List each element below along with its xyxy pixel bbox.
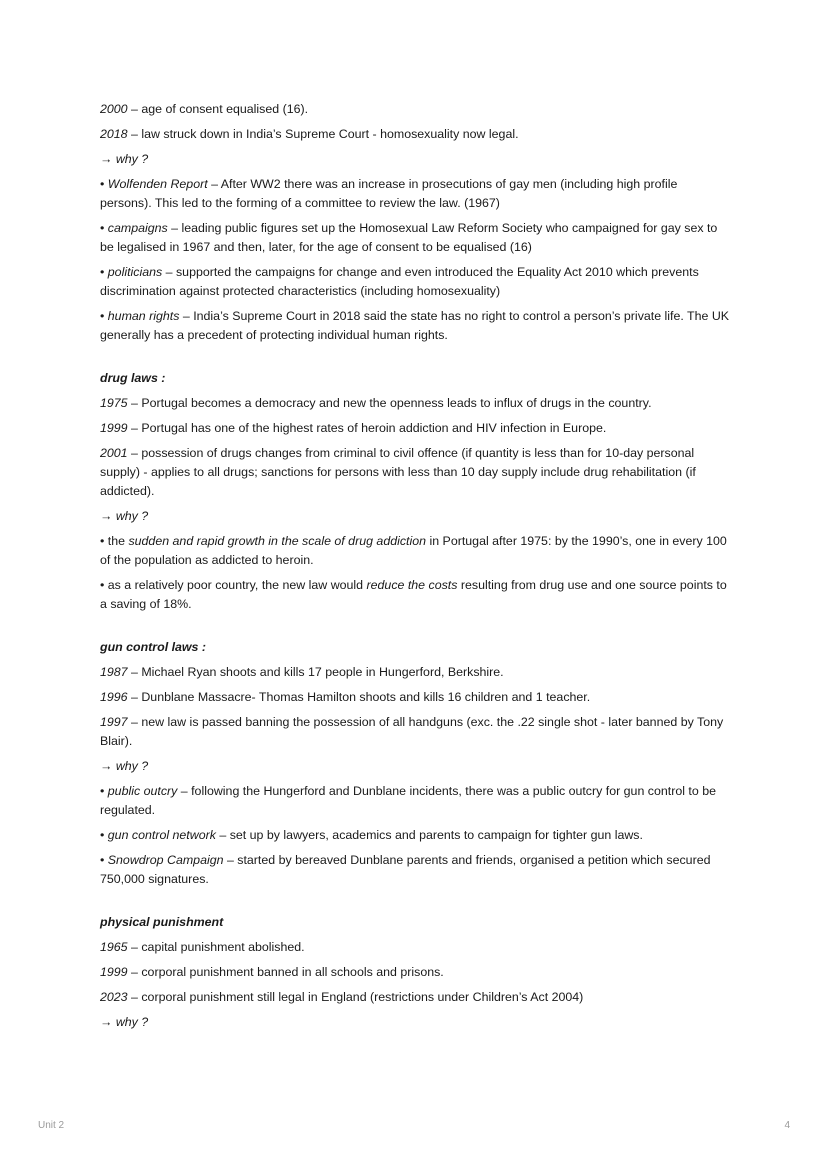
body-text: • — [100, 177, 108, 191]
body-text: – Portugal becomes a democracy and new the openness leads to influx of drugs in the country. — [127, 396, 652, 410]
paragraph — [100, 307, 732, 345]
paragraph — [100, 782, 732, 820]
paragraph — [100, 963, 732, 982]
section-heading: physical punishment — [100, 915, 224, 929]
paragraph — [100, 444, 732, 501]
paragraph — [100, 150, 732, 169]
emphasis-text: 1997 — [100, 715, 128, 729]
paragraph — [100, 263, 732, 301]
body-text: – supported the campaigns for change and even introduced the Equality Act 2010 which prevents discrimination against protected characteristics (including homosexuality) — [100, 265, 699, 298]
document-body — [100, 100, 732, 1056]
emphasis-text: gun control network — [107, 828, 216, 842]
body-text: – corporal punishment banned in all schools and prisons. — [127, 965, 444, 979]
body-text: – new law is passed banning the possession of all handguns (exc. the .22 single shot - later banned by Tony Blair). — [100, 715, 724, 748]
body-text: • as a relatively poor country, the new law would — [100, 578, 367, 592]
paragraph — [100, 394, 732, 413]
section — [100, 100, 732, 345]
emphasis-text: 1965 — [100, 940, 128, 954]
body-text: • — [100, 221, 108, 235]
section — [100, 913, 732, 1032]
paragraph — [100, 219, 732, 257]
emphasis-text: 2018 — [100, 127, 128, 141]
paragraph — [100, 663, 732, 682]
paragraph — [100, 713, 732, 751]
body-text: • — [100, 265, 108, 279]
body-text: – law struck down in India’s Supreme Court - homosexuality now legal. — [127, 127, 519, 141]
paragraph — [100, 688, 732, 707]
emphasis-text: 1987 — [100, 665, 128, 679]
emphasis-text: 1999 — [100, 421, 128, 435]
paragraph — [100, 826, 732, 845]
paragraph — [100, 988, 732, 1007]
paragraph — [100, 851, 732, 889]
body-text: – After WW2 there was an increase in prosecutions of gay men (including high profile persons). This led to the forming of a committee to review the law. (1967) — [100, 177, 678, 210]
emphasis-text: → why ? — [100, 759, 149, 773]
emphasis-text: 1996 — [100, 690, 128, 704]
body-text: – Michael Ryan shoots and kills 17 people in Hungerford, Berkshire. — [127, 665, 504, 679]
body-text: • — [100, 853, 108, 867]
emphasis-text: campaigns — [107, 221, 168, 235]
paragraph — [100, 938, 732, 957]
emphasis-text: 2001 — [100, 446, 128, 460]
body-text: – Dunblane Massacre- Thomas Hamilton shoots and kills 16 children and 1 teacher. — [127, 690, 591, 704]
body-text: – corporal punishment still legal in England (restrictions under Children’s Act 2004) — [127, 990, 584, 1004]
emphasis-text: reduce the costs — [366, 578, 458, 592]
body-text: – possession of drugs changes from criminal to civil offence (if quantity is less than for 10-day personal supply) - applies to all drugs; sanctions for persons with less than 10 day supply include drug rehabilitation (if addicted). — [100, 446, 696, 498]
paragraph — [100, 532, 732, 570]
emphasis-text: sudden and rapid growth in the scale of drug addiction — [128, 534, 427, 548]
emphasis-text: 2023 — [100, 990, 128, 1004]
paragraph — [100, 175, 732, 213]
emphasis-text: → why ? — [100, 152, 149, 166]
paragraph — [100, 125, 732, 144]
paragraph — [100, 419, 732, 438]
paragraph — [100, 1013, 732, 1032]
emphasis-text: 2000 — [100, 102, 128, 116]
body-text: • — [100, 784, 108, 798]
body-text: in Portugal after 1975: by the 1990’s, one in every 100 of the population as addicted to heroin. — [100, 534, 727, 567]
section — [100, 369, 732, 614]
section — [100, 638, 732, 889]
emphasis-text: human rights — [107, 309, 180, 323]
emphasis-text: Wolfenden Report — [107, 177, 208, 191]
emphasis-text: 1975 — [100, 396, 128, 410]
section-heading: drug laws : — [100, 371, 166, 385]
paragraph — [100, 576, 732, 614]
emphasis-text: public outcry — [107, 784, 178, 798]
body-text: – leading public figures set up the Homosexual Law Reform Society who campaigned for gay sex to be legalised in 1967 and then, later, for the age of consent to be equalised (16) — [100, 221, 718, 254]
emphasis-text: politicians — [107, 265, 163, 279]
page-number: 4 — [784, 1120, 790, 1131]
body-text: – capital punishment abolished. — [127, 940, 305, 954]
body-text: – following the Hungerford and Dunblane incidents, there was a public outcry for gun control to be regulated. — [100, 784, 716, 817]
emphasis-text: → why ? — [100, 1015, 149, 1029]
body-text: • — [100, 828, 108, 842]
body-text: – set up by lawyers, academics and parents to campaign for tighter gun laws. — [215, 828, 643, 842]
body-text: – age of consent equalised (16). — [127, 102, 309, 116]
paragraph — [100, 507, 732, 526]
body-text: • — [100, 309, 108, 323]
emphasis-text: 1999 — [100, 965, 128, 979]
paragraph — [100, 100, 732, 119]
emphasis-text: Snowdrop Campaign — [107, 853, 224, 867]
body-text: • the — [100, 534, 129, 548]
body-text: – India’s Supreme Court in 2018 said the state has no right to control a person’s private life. The UK generally has a precedent of protecting individual human rights. — [100, 309, 730, 342]
body-text: resulting from drug use and one source points to a saving of 18%. — [100, 578, 727, 611]
paragraph — [100, 757, 732, 776]
body-text: – started by bereaved Dunblane parents and friends, organised a petition which secured 750,000 signatures. — [100, 853, 711, 886]
footer-unit-label: Unit 2 — [38, 1120, 65, 1131]
emphasis-text: → why ? — [100, 509, 149, 523]
body-text: – Portugal has one of the highest rates of heroin addiction and HIV infection in Europe. — [127, 421, 607, 435]
section-heading: gun control laws : — [100, 640, 207, 654]
